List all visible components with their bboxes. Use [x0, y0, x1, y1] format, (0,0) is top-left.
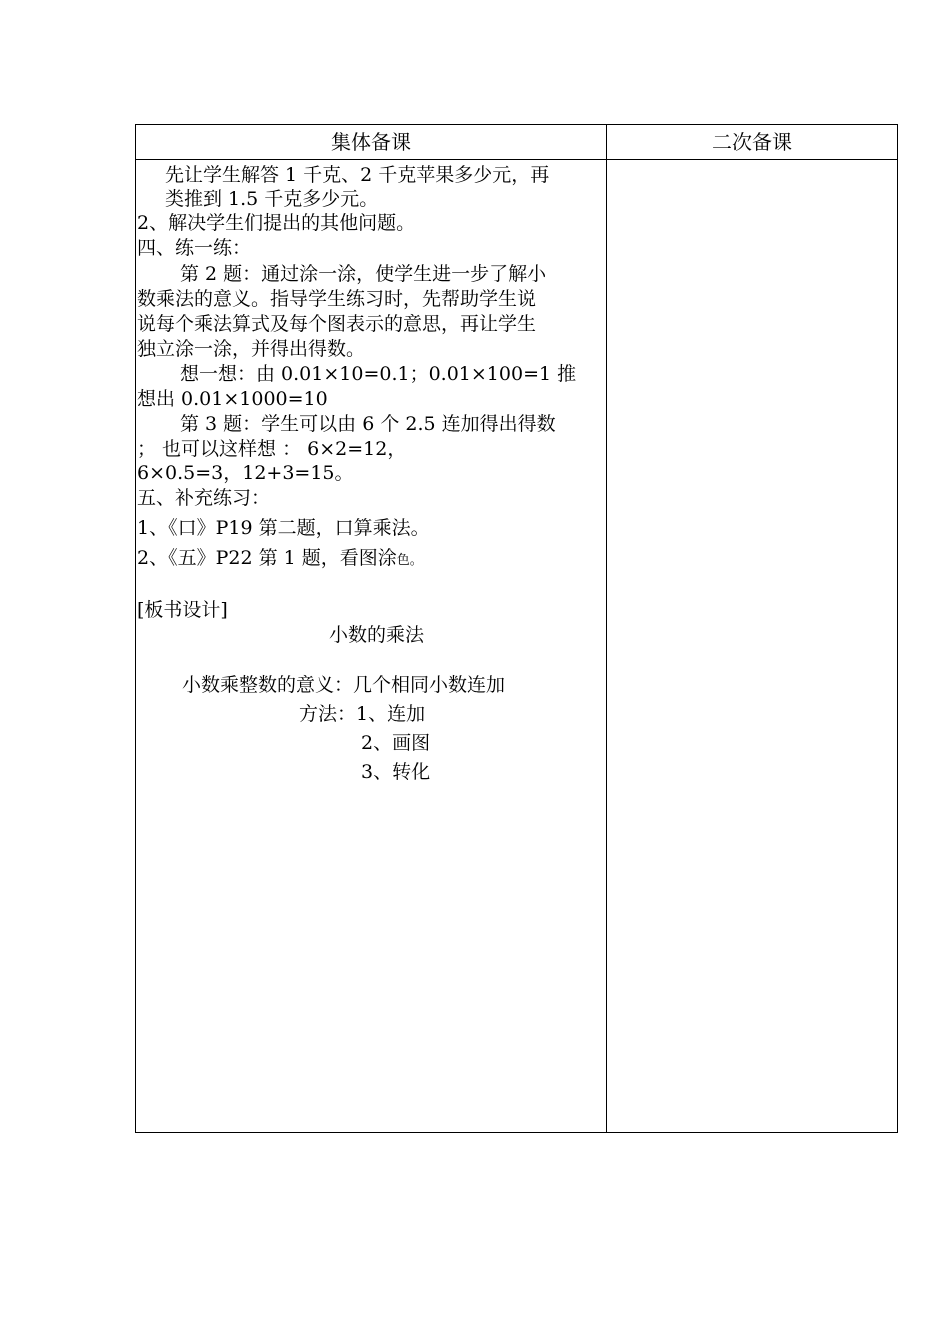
- text-line-11: 第 3 题：学生可以由 6 个 2.5 连加得出得数: [180, 413, 556, 435]
- text-line-9: 想一想：由 0.01×10=0.1；0.01×100=1 推: [180, 363, 577, 385]
- board-meaning: 小数乘整数的意义：几个相同小数连加: [182, 674, 506, 696]
- text-line-16-main: 2、《五》P22 第 1 题，看图涂: [137, 547, 397, 569]
- text-line-16: [137, 546, 423, 573]
- board-method-2: 2、画图: [361, 732, 431, 754]
- text-line-3: 2、解决学生们提出的其他问题。: [137, 212, 416, 234]
- text-line-13: 6×0.5=3，12+3=15。: [137, 462, 354, 484]
- text-line-8: 独立涂一涂，并得出得数。: [137, 338, 366, 360]
- column-divider: [606, 125, 607, 1132]
- text-line-5: 第 2 题：通过涂一涂，使学生进一步了解小: [180, 263, 547, 285]
- board-design-heading: [板书设计]: [137, 599, 228, 621]
- board-title: 小数的乘法: [329, 624, 425, 646]
- table-header-row: [136, 125, 897, 160]
- section-supplementary-heading: 五、补充练习：: [137, 487, 271, 509]
- text-line-10: 想出 0.01×1000=10: [137, 388, 328, 410]
- board-method-3: 3、转化: [361, 761, 431, 783]
- text-line-16-tail: 色。: [396, 553, 423, 568]
- collective-prep-cell: [136, 160, 606, 1132]
- text-line-6: 数乘法的意义。指导学生练习时，先帮助学生说: [137, 288, 537, 310]
- lesson-plan-table: [135, 124, 898, 1133]
- section-practice-heading: 四、练一练：: [137, 237, 252, 259]
- header-secondary-prep: 二次备课: [712, 130, 792, 154]
- board-method-1: 方法：1、连加: [299, 703, 426, 725]
- text-line-7: 说每个乘法算式及每个图表示的意思，再让学生: [137, 313, 537, 335]
- text-line-1: 先让学生解答 1 千克、2 千克苹果多少元，再: [165, 164, 550, 186]
- text-line-15: 1、《口》P19 第二题，口算乘法。: [137, 517, 430, 539]
- text-line-12: ； 也可以这样想 ： 6×2=12，: [137, 438, 407, 460]
- header-collective-prep: 集体备课: [331, 130, 411, 154]
- text-line-2: 类推到 1.5 千克多少元。: [165, 188, 379, 210]
